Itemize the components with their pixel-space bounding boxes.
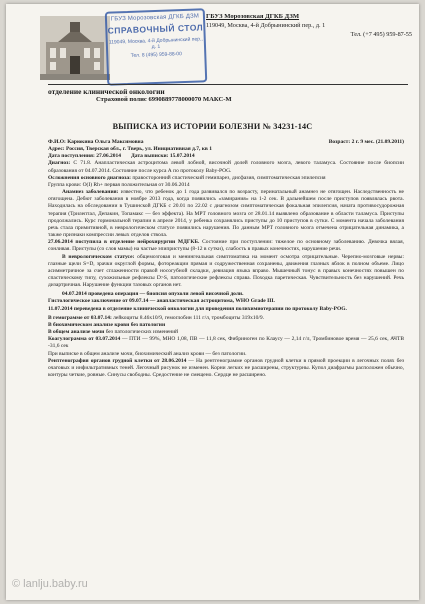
address-label: Адрес: (48, 146, 65, 153)
anamnesis-label: Анамнез заболевания: (62, 189, 119, 196)
complications-label: Осложнения основного диагноза: (48, 174, 131, 181)
admitted-text: Состояние при поступлении: тяжелое по основному заболеванию. Девочка вялая, сонливая. Приступы (со слов мамы) на частые эпиприступы (8-12 в сутки), слабость в правых конечностях, нарушение речи. (48, 239, 404, 253)
reference-desk-stamp (105, 8, 208, 85)
admission-value: 27.06.2014 (96, 153, 121, 160)
xray-value: — На рентгенограмме органов грудной клетки в прямой проекции в легочных полях без очаговых и инфильтративных теней. Легочный рисунок не изменен. Корни легких не расширены, структурны. Купол диафрагмы расположен обычно, контуры четкие, ровные. Синусы свободны. Средостение не смещено. Сердце не расширено. (48, 357, 405, 378)
organization-name: ГБУЗ Морозовская ДГКБ ДЗМ (206, 13, 300, 20)
xray-paragraph (48, 358, 404, 379)
patient-label: Ф.И.О: (48, 139, 66, 145)
organization-phone: Тел. (+7 495) 959-87-55 (350, 31, 412, 38)
stamp-line-2: СПРАВОЧНЫЙ СТОЛ (107, 22, 204, 36)
urine-label: В общем анализе мочи (48, 329, 105, 336)
xray-label: Рентгенография органов грудной клетки от 28.06.2014 (48, 357, 187, 364)
blood-group: Группа крови: O(I) Rh+ первая положительная от 30.06.2014 (48, 181, 190, 188)
histology-line: Гистологическое заключение от 09.07.14 — анапластическая астроцитома, WHO Grade III. (48, 298, 275, 305)
letterhead (6, 4, 419, 112)
insurance-policy: Страховой полис 6990889778000070 МАКС-М (96, 96, 232, 103)
discharge-value: 15.07.2014 (169, 153, 195, 160)
admitted-label: 27.06.2014 поступила в отделение нейрохирургии МДГКБ. (48, 239, 200, 246)
document-title: ВЫПИСКА ИЗ ИСТОРИИ БОЛЕЗНИ № 34231-14С (112, 122, 313, 131)
age-value: 2 г. 9 мес. (21.09.2011) (351, 139, 404, 145)
document-page (6, 4, 419, 600)
coag-label: Коагулограмма от 03.07.2014 (48, 336, 121, 343)
biochem-value: без патологии (130, 321, 166, 328)
stamp-line-4: Тел. 8 (495) 959-88-00 (130, 51, 182, 59)
neuro-text: общемозговая и менингеальная симптоматика на момент осмотра отрицательные. Черепно-мозговые нервы: глазные щели S=D, зрачки округлой формы, фотореакции прямая и содружественная сохранены, движения глазных яблок в полном объеме. Лицо асимметричное за счет сглаженности правой носогубной складки, девиация языка вправо. Мышечный тонус в правых конечностях повышен по спастическому типу, сухожильные рефлексы D>S, патологические рефлексы справа. Походка паретическая. Чувствительность без нарушений. Речь дизартричная. Нарушение функции тазовых органов нет. (48, 253, 405, 289)
neuro-paragraph (48, 254, 404, 290)
diagnosis-label: Диагноз: (48, 160, 71, 167)
site-watermark: © lanlju.baby.ru (12, 578, 88, 590)
discharge-label: Дата выписки: (131, 153, 169, 160)
stamp-line-3: 119049, Москва, 4-й Добрынинский пер., д. 1 (108, 36, 203, 51)
admission-label: Дата поступления: (48, 153, 95, 160)
address-value: Россия, Тверская обл., г. Тверь, ул. Инициативная д.7, кв 1 (65, 146, 212, 153)
admission-paragraph (48, 239, 404, 253)
blood-test-label: В гемограмме от 03.07.14: (48, 314, 112, 321)
anamnesis-paragraph (48, 189, 404, 239)
department-name: отделение клинической онкологии (48, 84, 408, 96)
patient-name: Карюкина Ольга Максимовна (67, 139, 144, 145)
operation-line: 04.07.2014 проведена операция — биопсия опухоли левой височной доли. (62, 291, 244, 298)
blood-test-line (48, 315, 404, 322)
discharge-tests-line: При выписке в общем анализе мочи, биохимический анализ крови — без патологии. (48, 350, 247, 357)
anamnesis-text: известно, что ребенок до 1 года развивался по возрасту, перинатальный анамнез не отягощен. Наследственность не отягощена. Дебют заболевания в ноябре 2013 года, когда появились «замирания» на 1-2 сек. В дальнейшем после приступов появлялась рвота. Находилась на обследовании в Тушинской ДГКБ с 20.01 по 22.02 с диагнозом симптоматическая фокальная эпилепсия, начата противосудорожная терапия (Трилептал, Депакин, Топамакс — без эффекта). На МРТ головного мозга от 28.01.14 выявлено образование в области таламуса. Приступы продолжались. Курс гормональной терапии в апреле 2014, у ребенка сохранялись приступы до 10 приступов в сутки. С момента начала заболевания речь стала примитивной, в неврологическом статусе появились нарушения. По данным МРТ головного мозга отмечена отрицательная динамика, а также признаки компрессии левых отделов ствола. (48, 189, 404, 239)
age-label: Возраст: (328, 139, 351, 145)
stamp-line-1: ГБУЗ Морозовская ДГКБ ДЗМ (110, 13, 200, 23)
diagnosis-paragraph (48, 160, 404, 174)
biochem-label: В биохимическом анализе крови (48, 321, 130, 328)
neuro-label: В неврологическом статусе: (62, 253, 135, 260)
biochem-line (48, 322, 404, 329)
document-body (48, 139, 404, 379)
hospital-building-icon (40, 16, 110, 80)
address-line (48, 146, 404, 153)
coag-line (48, 336, 404, 350)
organization-address: 119049, Москва, 4-й Добрынинский пер., д. 1 (206, 22, 326, 29)
urine-value: без патологических изменений (105, 329, 179, 336)
complications-paragraph (48, 175, 404, 182)
transfer-line: 11.07.2014 переведена в отделение клинической онкологии для проведения полихимиотерапии по протоколу Baby-POG. (48, 305, 347, 312)
organization-block (206, 12, 412, 39)
complications-text: правосторонний спастический гемипарез, дисфазия, симптоматическая эпилепсия (132, 174, 326, 181)
coag-value: — ПТИ — 99%, МНО 1,08, ПВ — 11,8 сек, Фибриноген по Клаусу — 2,14 г/л, Тромбиновое время — 25,6 сек, АЧТВ -31,6 сек (48, 336, 405, 350)
blood-test-value: лейкоциты 8.46x10/9, гемоглобин 111 г/л, тромбоциты 319x10/9. (113, 314, 264, 321)
diagnosis-text: С 71.8. Анапластическая астроцитома левой лобной, височной долей головного мозга, левого таламуса. Состояние после биопсии образования от 04.07.2014. Состояние после курса А по протоколу Baby-POG. (48, 160, 405, 174)
